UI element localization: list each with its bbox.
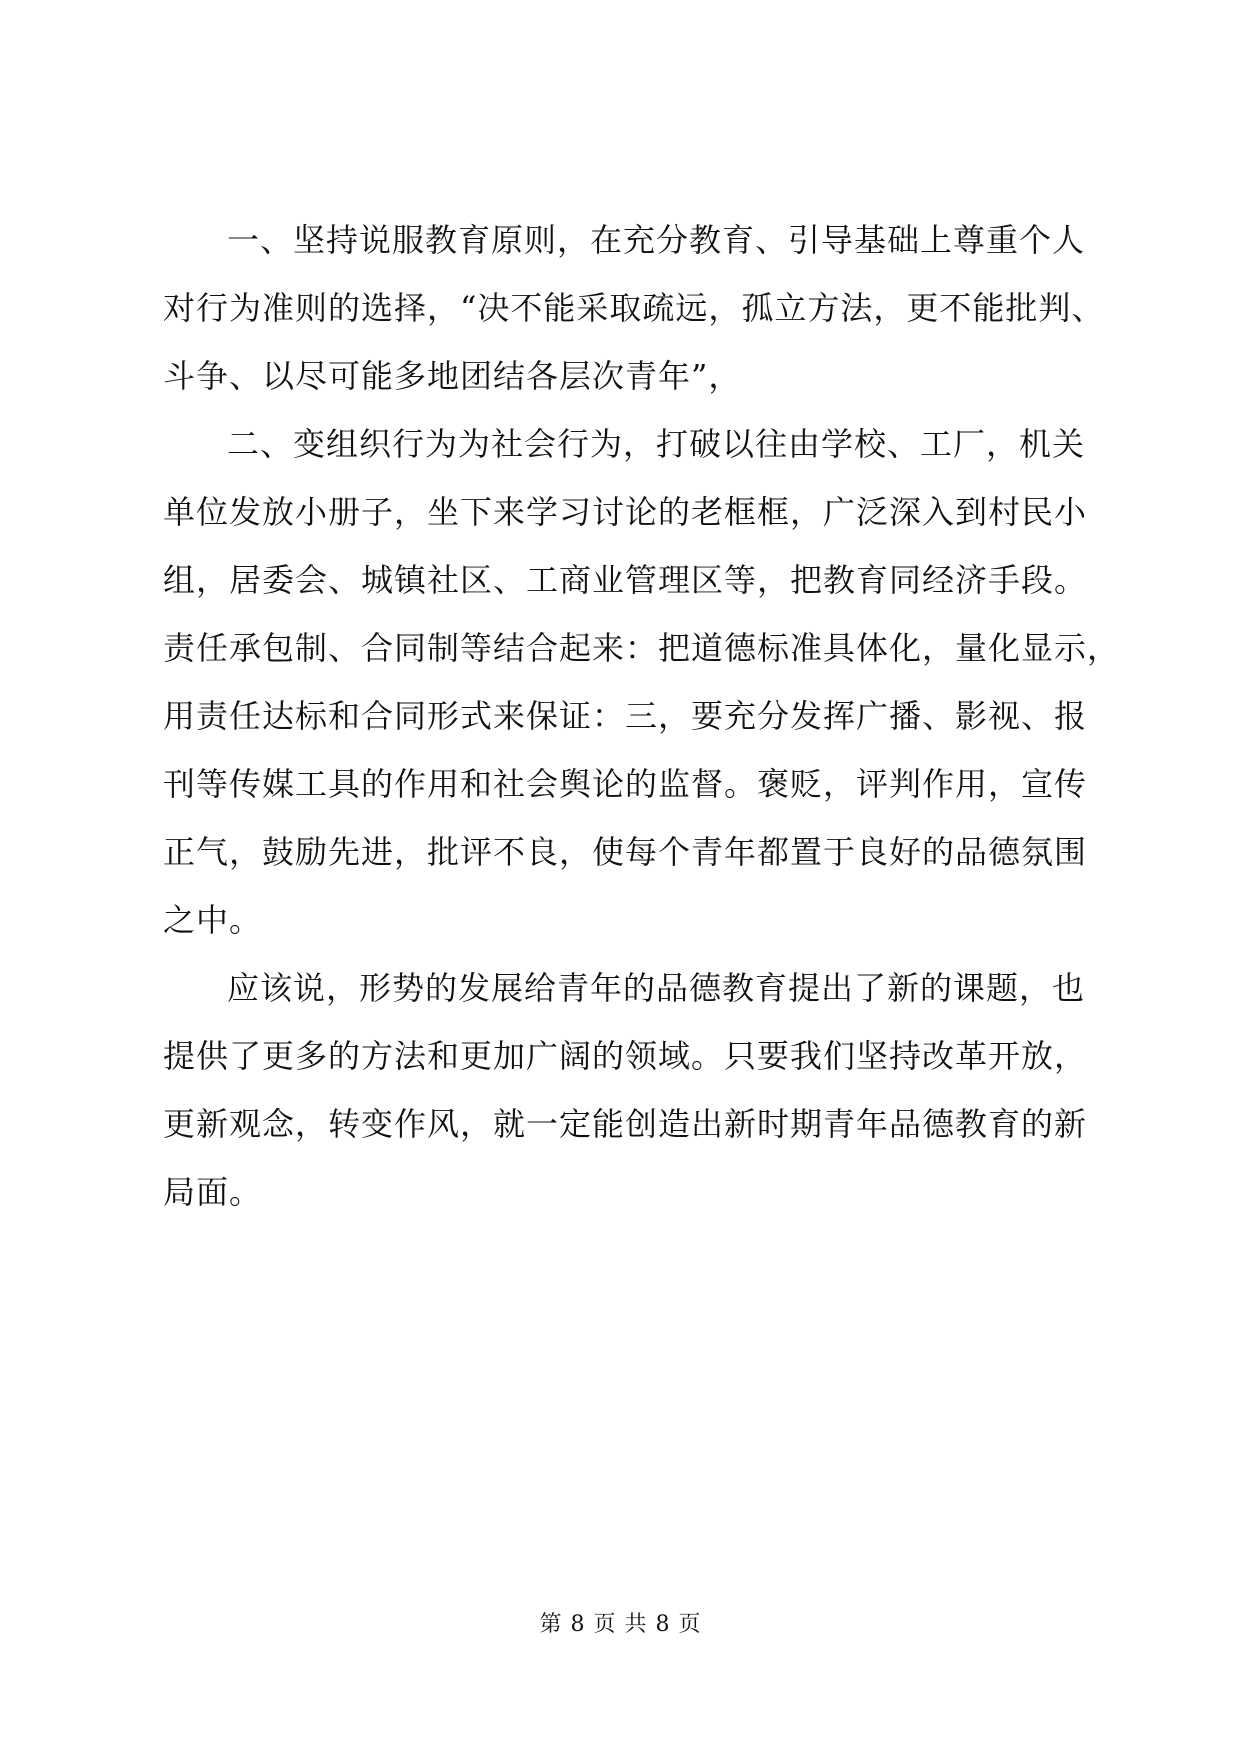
paragraph-line: 对行为准则的选择，“决不能采取疏远，孤立方法，更不能批判、 (163, 289, 1105, 327)
paragraph-line: 斗争、以尽可能多地团结各层次青年”， (163, 357, 742, 395)
paragraph-line: 之中。 (163, 901, 263, 939)
paragraph-line: 应该说，形势的发展给青年的品德教育提出了新的课题，也 (227, 969, 1086, 1007)
paragraph-1 (163, 206, 1105, 410)
paragraph-line: 正气，鼓励先进，批评不良，使每个青年都置于良好的品德氛围 (163, 833, 1088, 871)
paragraph-line: 责任承包制、合同制等结合起来：把道德标准具体化，量化显示， (163, 629, 1121, 667)
paragraph-line: 更新观念，转变作风，就一定能创造出新时期青年品德教育的新 (163, 1105, 1088, 1143)
paragraph-2 (163, 410, 1121, 954)
paragraph-line: 局面。 (163, 1173, 263, 1211)
paragraph-line: 单位发放小册子，坐下来学习讨论的老框框，广泛深入到村民小 (163, 493, 1088, 531)
page-number-footer: 第 8 页 共 8 页 (539, 1612, 702, 1637)
paragraph-line: 二、变组织行为为社会行为，打破以往由学校、工厂，机关 (227, 425, 1086, 463)
paragraph-line: 一、坚持说服教育原则，在充分教育、引导基础上尊重个人 (227, 221, 1086, 259)
document-body (163, 206, 1121, 1226)
paragraph-line: 刊等传媒工具的作用和社会舆论的监督。褒贬，评判作用，宣传 (163, 765, 1088, 803)
paragraph-3 (163, 954, 1088, 1226)
paragraph-line: 组，居委会、城镇社区、工商业管理区等，把教育同经济手段。 (163, 561, 1088, 599)
paragraph-line: 用责任达标和合同形式来保证：三，要充分发挥广播、影视、报 (163, 697, 1088, 735)
paragraph-line: 提供了更多的方法和更加广阔的领域。只要我们坚持改革开放， (163, 1037, 1088, 1075)
